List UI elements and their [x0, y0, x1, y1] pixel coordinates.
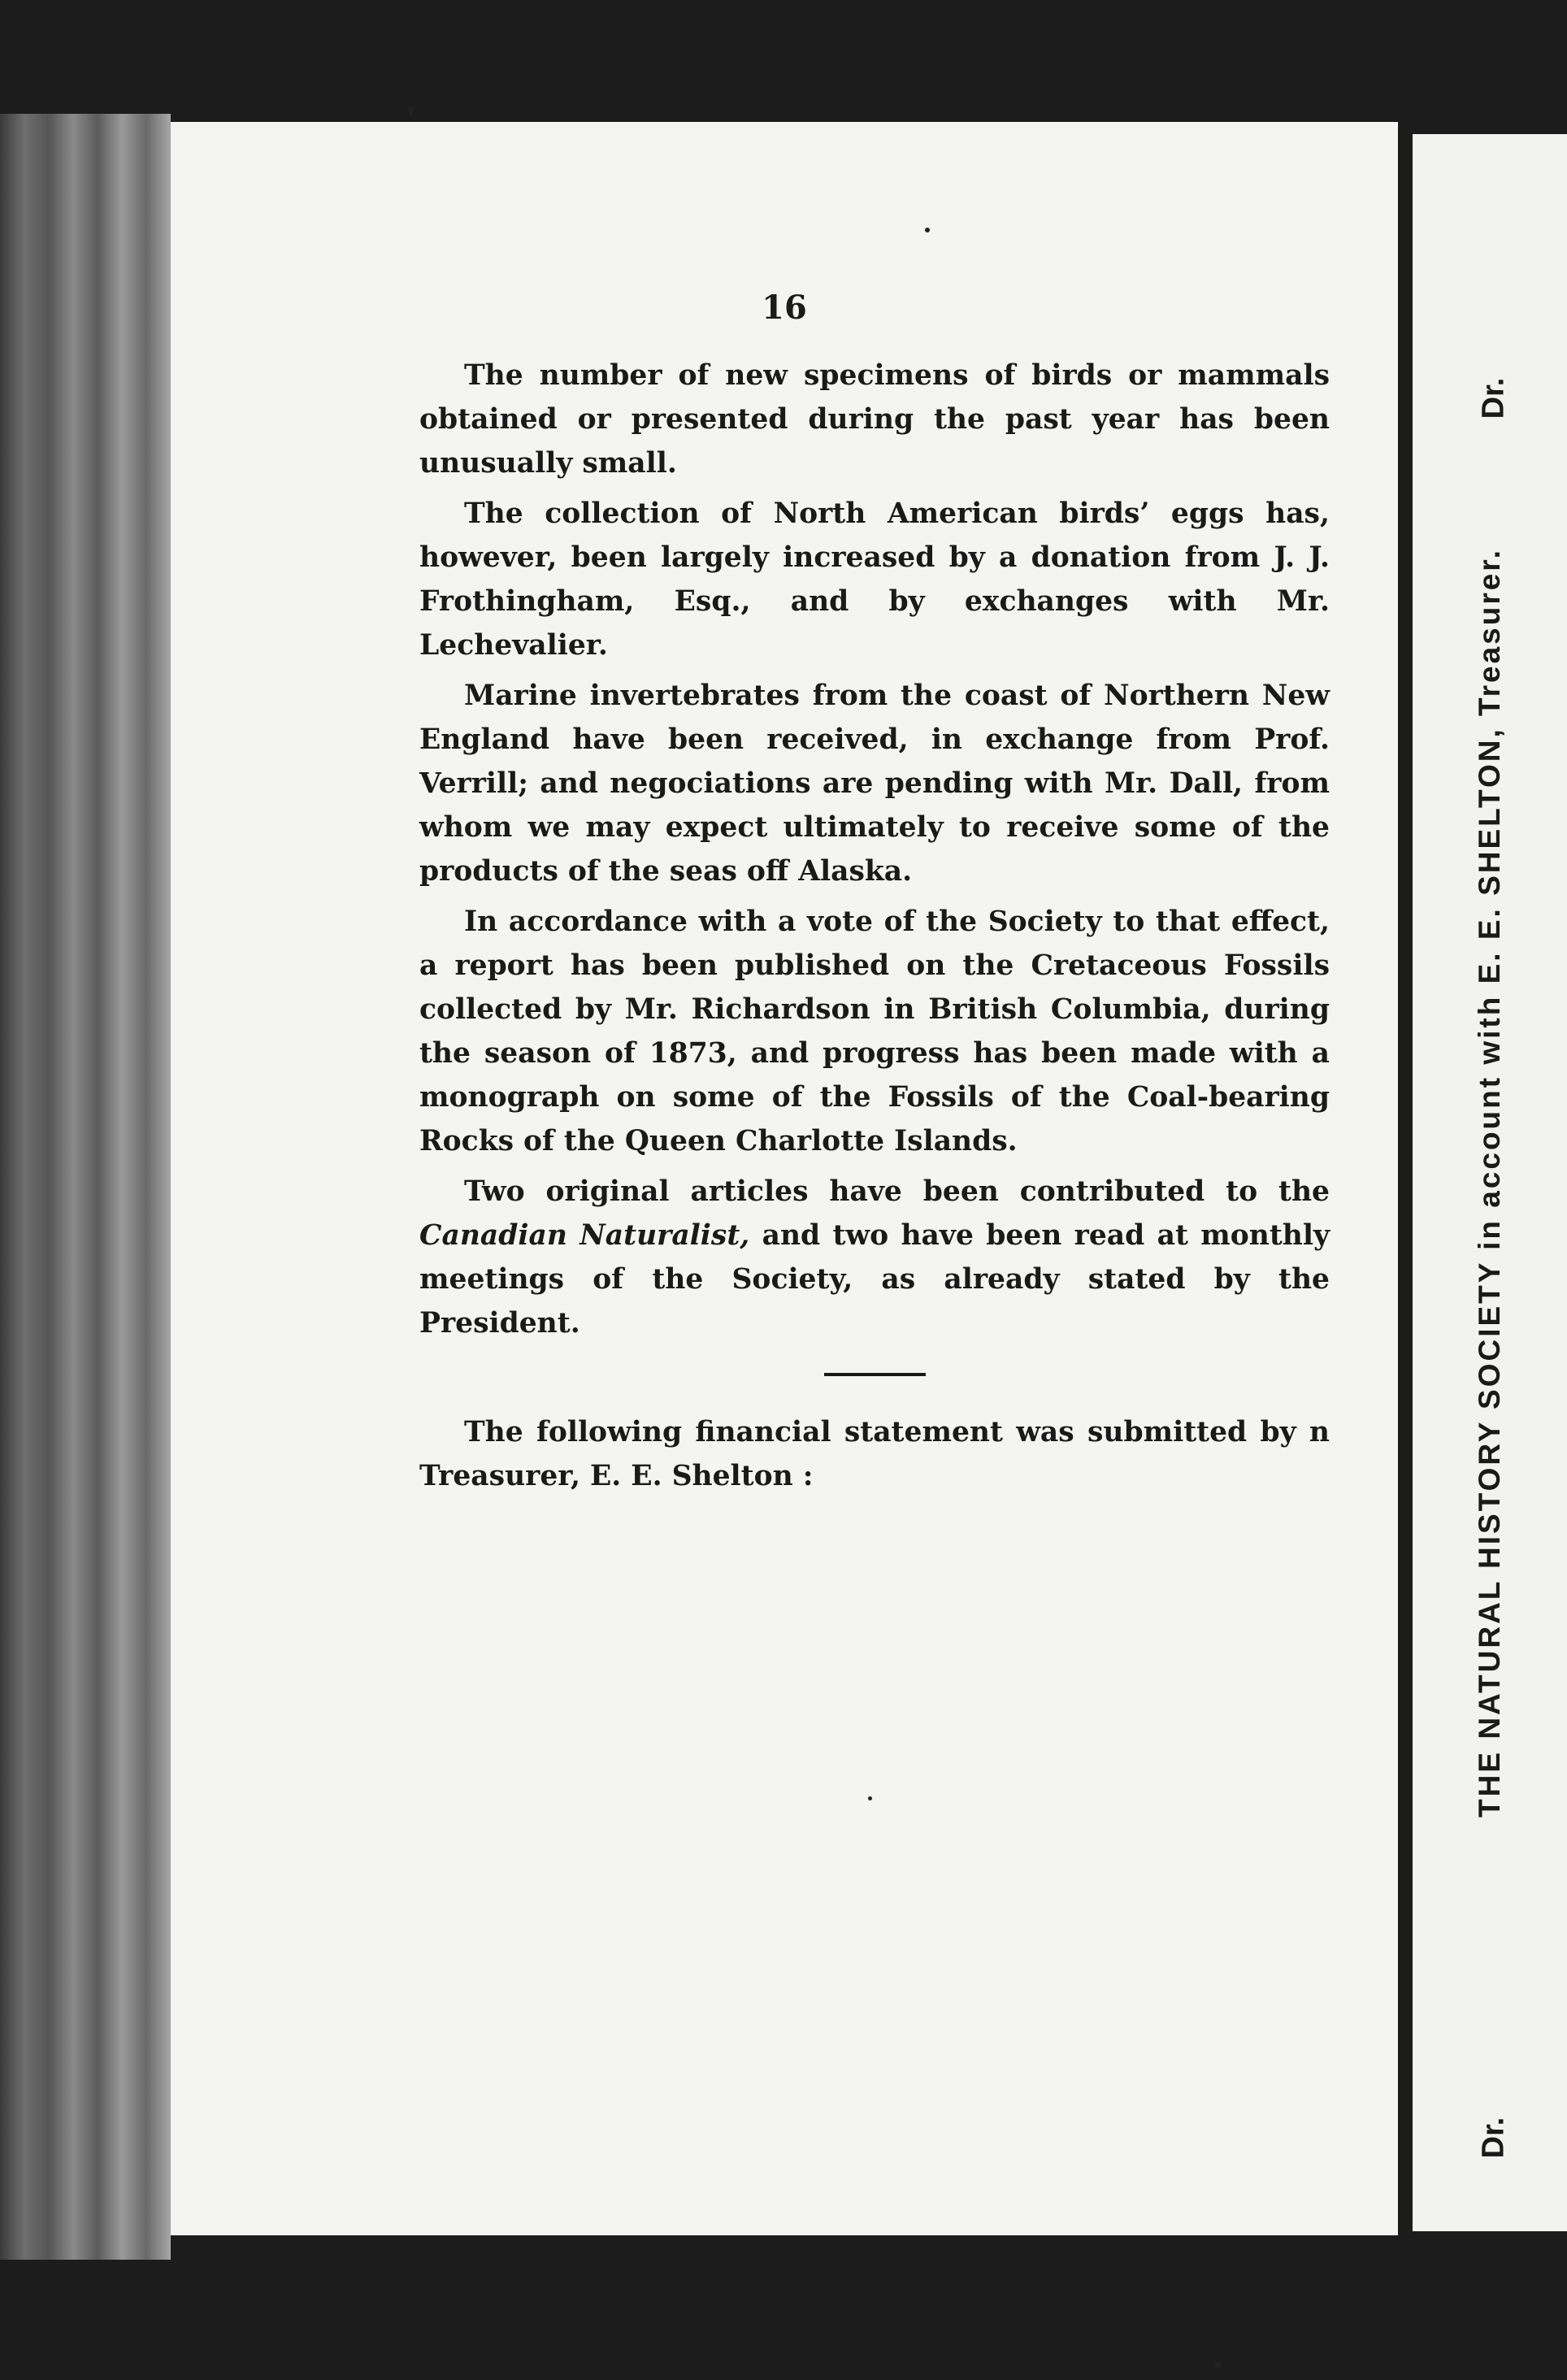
paragraph-specimens: The number of new specimens of birds or mammals obtained or presented during the past year has been unusually small. [419, 359, 1330, 480]
dust-speck [409, 106, 413, 115]
dust-speck [925, 228, 930, 232]
film-edge [0, 114, 171, 2260]
paragraph-cretaceous-fossils: In accordance with a vote of the Society to that effect, a report has been published on the Cretaceous Fossils collected by Mr. Richardson in British Columbia, during the season of 1873, and progress has been made with a monograph on some of the Fossils of the Coal-bearing Rocks of the Queen Charlotte Islands. [419, 906, 1330, 1157]
paragraph-birds-eggs: The collection of North American birds’ eggs has, however, been largely increased by a donation from J. J. Frothingham, Esq., and by exchanges with Mr. Lechevalier. [419, 497, 1330, 662]
articles-text-before: Two original articles have been contributed to the [464, 1175, 1330, 1208]
articles-text-after: and two have been read at monthly meetings of the Society, as already stated by the President. [419, 1219, 1330, 1340]
journal-title: Canadian Naturalist, [419, 1219, 750, 1252]
account-title: THE NATURAL HISTORY SOCIETY in account with E. E. SHELTON, Treasurer. [1473, 548, 1506, 1818]
dust-speck [1215, 2361, 1222, 2368]
paragraph-financial-intro: The following financial statement was submitted by n Treasurer, E. E. Shelton : [419, 1416, 1330, 1492]
section-rule [824, 1373, 926, 1376]
body-text-column [419, 354, 1330, 1505]
dust-speck [868, 1796, 872, 1800]
page-number: 16 [762, 289, 807, 327]
dr-label-top: Dr. [1476, 377, 1511, 419]
dr-label-bottom: Dr. [1476, 2117, 1511, 2159]
paragraph-articles [419, 1170, 1330, 1345]
paragraph-marine-invertebrates: Marine invertebrates from the coast of Northern New England have been received, in exchange from Prof. Verrill; and negociations are pending with Mr. Dall, from whom we may expect ultimately to receive some of the products of the seas off Alaska. [419, 680, 1330, 888]
